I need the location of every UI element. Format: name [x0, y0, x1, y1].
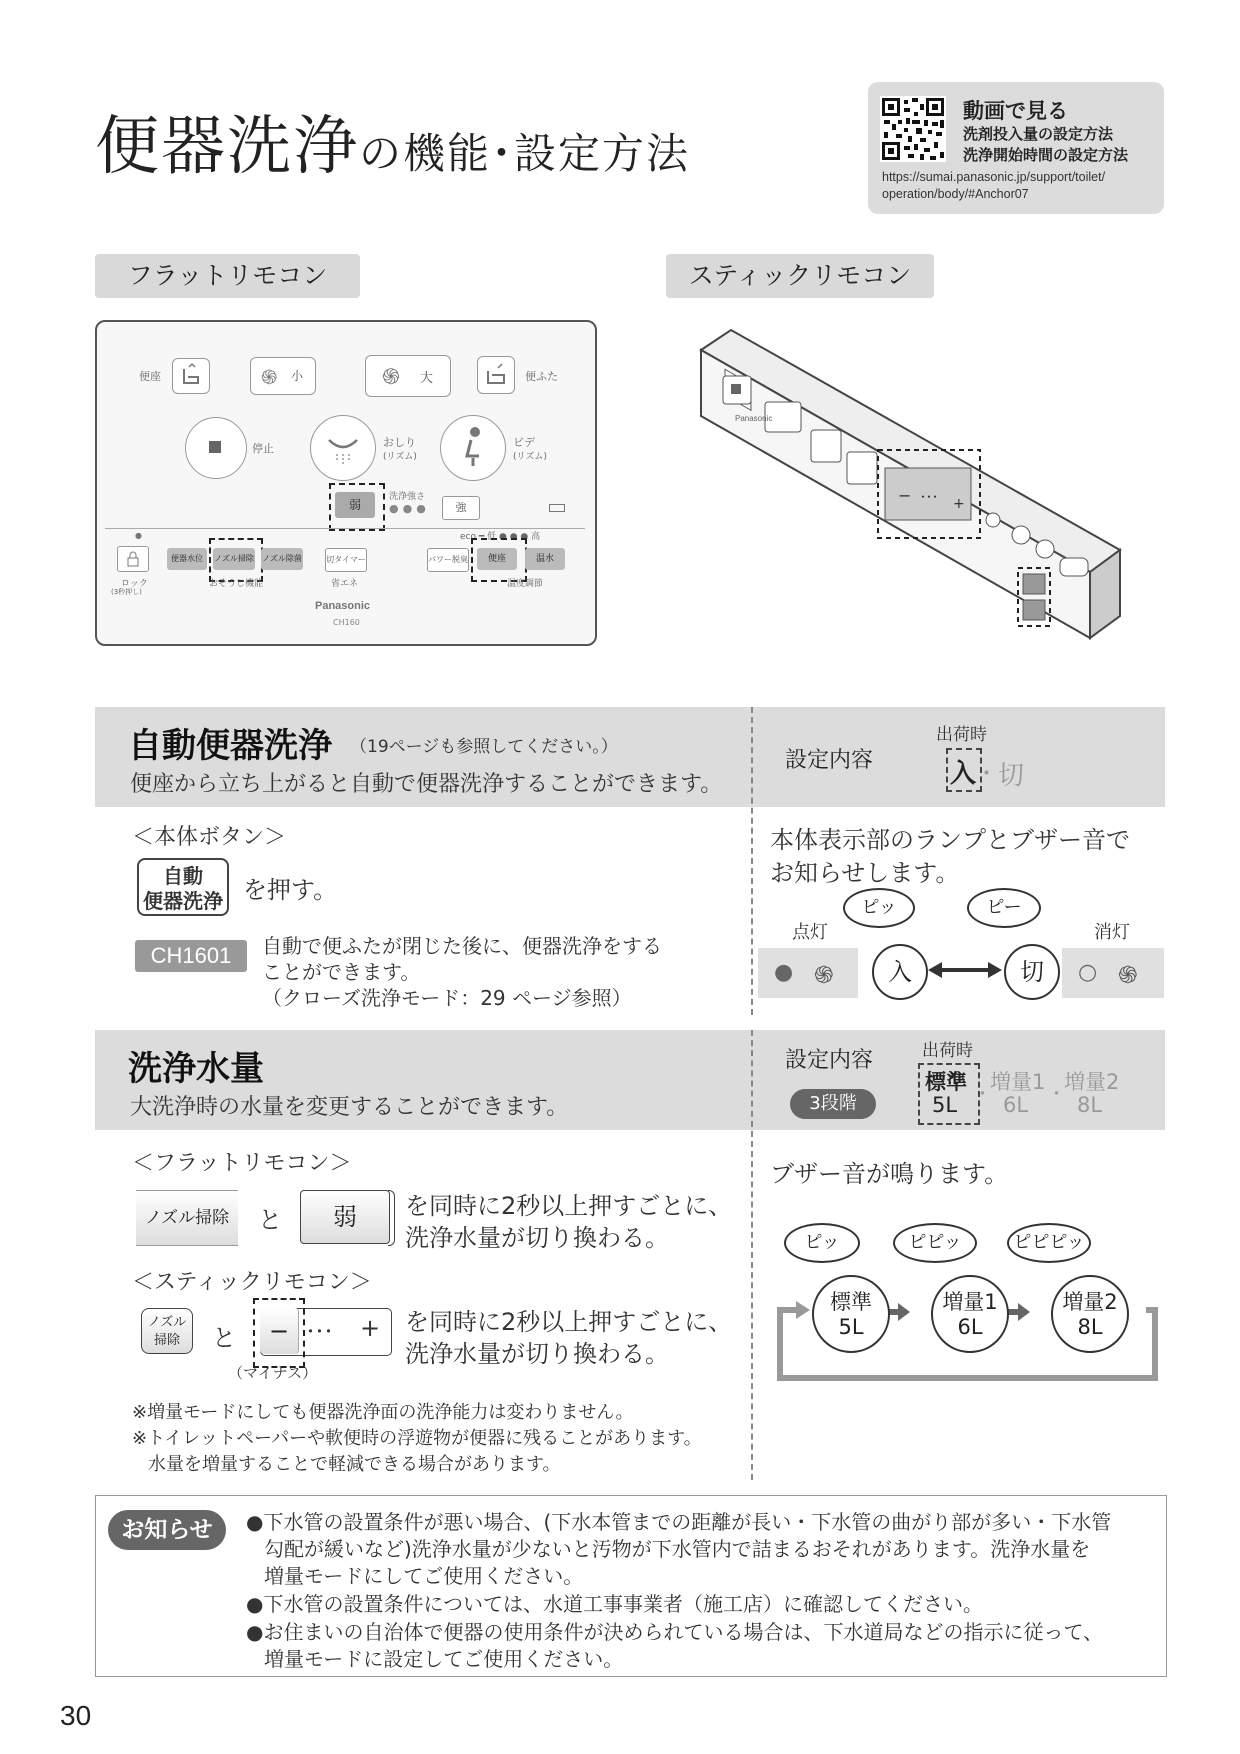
and-text-stick: と — [212, 1324, 236, 1352]
level-plus1-circle — [931, 1275, 1009, 1353]
title-main-text: 便器洗浄 — [95, 110, 359, 184]
lamp-off-box — [1062, 948, 1164, 998]
svg-text:Panasonic: Panasonic — [735, 414, 773, 423]
section2-desc: 大洗浄時の水量を変更することができます。 — [130, 1095, 569, 1120]
filled-circle-icon: ● — [774, 960, 794, 985]
bidet-label: ビデ — [513, 436, 535, 449]
notice-bullet1-line3: 増量モードにしてご使用ください。 — [264, 1564, 584, 1588]
notice-badge: お知らせ — [108, 1510, 226, 1550]
notice-bullet2: ●下水管の設置条件については、水道工事事業者（施工店）に確認してください。 — [246, 1592, 984, 1616]
swirl-icon: ֍ — [261, 365, 278, 389]
power-deodorize-button: パワー脱臭 — [427, 548, 469, 572]
model-note-line1: 自動で便ふたが閉じた後に、便器洗浄をする — [262, 934, 662, 958]
warm-water-button: 温水 — [525, 548, 565, 570]
eco-scale: eco ━ 低 ● ● ● 高 — [460, 532, 541, 542]
level-standard-name: 標準 — [830, 1290, 872, 1314]
press-instruction: を押す。 — [243, 876, 338, 904]
section2-title: 洗浄水量 — [128, 1049, 264, 1089]
temp-adjust-label: 温度調節 — [507, 579, 544, 589]
section2-divider — [751, 1030, 753, 1480]
swirl-icon: ֍ — [814, 961, 834, 989]
opt1-name: 標準 — [925, 1070, 967, 1094]
flat-remote-label: ＜フラットリモコン＞ — [132, 1151, 352, 1176]
level-plus2-name: 増量2 — [1062, 1290, 1118, 1314]
water-level-button: 便器水位 — [167, 548, 207, 570]
nozzle-disinfect-button: ノズル除菌 — [261, 548, 303, 570]
flat-remote-illustration — [95, 320, 597, 646]
section1-title: 自動便器洗浄 — [128, 726, 332, 766]
model-note-line3: （クローズ洗浄モード：29 ページ参照） — [262, 986, 632, 1010]
empty-circle-icon: ○ — [1078, 960, 1098, 985]
state-off-circle: 切 — [1004, 944, 1060, 1000]
video-url-line1[interactable]: https://sumai.panasonic.jp/support/toilet/ — [882, 170, 1106, 184]
bidet-icon — [441, 416, 505, 480]
instruction-stick-line1: を同時に2秒以上押すごとに、 — [405, 1308, 733, 1336]
nozzle-clean-button: ノズル掃除 — [213, 548, 255, 570]
lid-button — [477, 356, 515, 394]
weak-button-flat[interactable]: 弱 — [300, 1190, 390, 1244]
strength-label: 洗浄強さ — [389, 492, 426, 502]
double-arrow-icon — [928, 960, 1002, 980]
video-url-line2[interactable]: operation/body/#Anchor07 — [882, 187, 1029, 201]
page-number: 30 — [60, 1700, 92, 1731]
section1-factory-label: 出荷時 — [936, 725, 987, 745]
body-button-label: ＜本体ボタン＞ — [132, 825, 287, 850]
state-on-circle: 入 — [872, 944, 928, 1000]
opt3-volume: 8L — [1077, 1093, 1103, 1117]
level-dots: ･･･ — [306, 1322, 333, 1343]
auto-flush-line1: 自動 — [163, 864, 203, 888]
oshiri-button — [310, 415, 376, 481]
level-plus2-circle — [1051, 1275, 1129, 1353]
strong-button: 強 — [442, 496, 480, 520]
auto-flush-button[interactable] — [137, 858, 229, 916]
lid-icon — [478, 357, 514, 393]
qr-code-icon[interactable] — [880, 96, 946, 162]
level-standard-circle — [812, 1275, 890, 1353]
instruction-flat-line2: 洗浄水量が切り換わる。 — [405, 1224, 669, 1252]
beep-off-bubble: ピー — [967, 888, 1041, 928]
cleaning-func-label: おそうじ機能 — [209, 579, 264, 589]
section1-divider — [751, 707, 753, 1015]
instruction-flat-line1: を同時に2秒以上押すごとに、 — [405, 1192, 733, 1220]
stop-button — [185, 417, 247, 479]
beep-on-bubble: ピッ — [843, 888, 915, 928]
opt2-name: 増量1 — [990, 1070, 1046, 1094]
bracket-flat — [388, 1190, 395, 1246]
level-plus2-volume: 8L — [1077, 1315, 1103, 1339]
lock-dot: ● — [135, 531, 142, 540]
section1-option-off: 切 — [998, 761, 1025, 791]
opt-sep-1: ･ — [978, 1084, 987, 1105]
lamp-desc-line1: 本体表示部のランプとブザー音で — [770, 826, 1130, 854]
weak-button: 弱 — [335, 492, 375, 518]
swirl-icon: ֍ — [1118, 961, 1138, 989]
and-text-flat: と — [258, 1206, 282, 1234]
flush-large-button — [365, 355, 451, 397]
section1-ref: （19ページも参照してください。） — [350, 737, 618, 757]
flat-remote-tag: フラットリモコン — [95, 254, 360, 298]
oshiri-sub-label: (リズム) — [383, 452, 417, 462]
beep3-bubble: ピピピッ — [1007, 1223, 1091, 1263]
note-line1: ※増量モードにしても便器洗浄面の洗浄能力は変わりません。 — [132, 1402, 634, 1423]
section2-factory-label: 出荷時 — [922, 1041, 973, 1061]
stick-remote-illustration — [695, 318, 1125, 644]
auto-flush-line2: 便器洗浄 — [143, 889, 223, 913]
nozzle-clean-stick-line2: 掃除 — [153, 1333, 180, 1348]
svg-text:−: − — [898, 486, 912, 505]
opt-sep-2: ･ — [1052, 1084, 1061, 1105]
stick-remote-tag: スティックリモコン — [666, 254, 934, 298]
nozzle-clean-stick-line1: ノズル — [147, 1315, 187, 1330]
seat-temp-button: 便座 — [477, 548, 517, 570]
notice-bullet3-line1: ●お住まいの自治体で便器の使用条件が決められている場合は、下水道局などの指示に従って、 — [246, 1620, 1104, 1644]
large-label: 大 — [420, 371, 434, 386]
model-badge: CH1601 — [135, 940, 247, 972]
svg-text:+: + — [953, 496, 965, 512]
minus-note: （マイナス） — [228, 1364, 318, 1382]
instruction-stick-line2: 洗浄水量が切り換わる。 — [405, 1340, 669, 1368]
section1-setting-label: 設定内容 — [785, 748, 874, 773]
model-note-line2: ことができます。 — [262, 960, 421, 984]
seat-button — [172, 358, 210, 394]
section1-option-on: 入 — [950, 759, 977, 789]
seat-label: 便座 — [139, 370, 161, 383]
lock-sub-label: (3秒押し) — [111, 588, 142, 596]
video-link-detergent[interactable]: 洗剤投入量の設定方法 — [963, 125, 1114, 143]
lamp-on-box — [758, 948, 858, 998]
eco-save-label: 省エネ — [331, 579, 359, 589]
nozzle-clean-button-flat[interactable]: ノズル掃除 — [136, 1190, 238, 1246]
small-label: 小 — [291, 369, 304, 383]
minus-button[interactable]: − — [260, 1308, 299, 1354]
section1-option-sep: ･ — [981, 762, 993, 787]
bidet-sub-label: (リズム) — [513, 452, 547, 462]
svg-text:･･･: ･･･ — [920, 490, 939, 504]
notice-bullet1-line1: ●下水管の設置条件が悪い場合、(下水本管までの距離が長い・下水管の曲がり部が多い・下水管 — [246, 1510, 1112, 1534]
seat-icon — [173, 359, 209, 393]
lit-label: 点灯 — [792, 922, 828, 943]
stick-remote-label: ＜スティックリモコン＞ — [132, 1270, 372, 1295]
video-label: 動画で見る — [963, 99, 1068, 123]
lock-label: ロック — [121, 579, 148, 589]
section2-setting-label: 設定内容 — [785, 1048, 874, 1073]
brand-logo: Panasonic — [315, 600, 371, 612]
stop-icon — [209, 441, 221, 453]
notice-bullet3-line2: 増量モードに設定してご使用ください。 — [264, 1647, 624, 1671]
level-plus1-name: 増量1 — [942, 1290, 998, 1314]
bidet-button — [440, 415, 506, 481]
strength-dots: ●●● — [389, 502, 430, 515]
note-line3: 水量を増量することで軽減できる場合があります。 — [148, 1454, 561, 1475]
plus-button[interactable]: + — [360, 1314, 381, 1342]
opt3-name: 増量2 — [1064, 1070, 1120, 1094]
beep1-bubble: ピッ — [784, 1223, 860, 1263]
unlit-label: 消灯 — [1094, 922, 1130, 943]
off-timer-button: 切タイマー — [325, 548, 367, 572]
lock-icon — [118, 547, 148, 571]
oshiri-icon — [311, 416, 375, 480]
level-standard-volume: 5L — [838, 1315, 864, 1339]
section1-desc: 便座から立ち上がると自動で便器洗浄することができます。 — [130, 772, 723, 797]
stop-label: 停止 — [252, 442, 274, 455]
lock-button — [117, 546, 149, 572]
title-sub-text: の機能･設定方法 — [359, 129, 691, 178]
page-title — [95, 95, 690, 187]
model-label: CH160 — [333, 618, 360, 627]
three-steps-badge: 3段階 — [790, 1089, 876, 1119]
battery-icon — [549, 504, 565, 512]
nozzle-clean-button-stick[interactable] — [141, 1308, 193, 1354]
swirl-icon: ֍ — [382, 365, 400, 390]
oshiri-label: おしり — [383, 436, 416, 449]
opt1-volume: 5L — [932, 1093, 958, 1117]
beep2-bubble: ピピッ — [893, 1223, 977, 1263]
opt2-volume: 6L — [1003, 1093, 1029, 1117]
note-line2: ※トイレットペーパーや軟便時の浮遊物が便器に残ることがあります。 — [132, 1428, 702, 1449]
level-plus1-volume: 6L — [957, 1315, 983, 1339]
video-link-start-time[interactable]: 洗浄開始時間の設定方法 — [963, 146, 1129, 164]
buzzer-text: ブザー音が鳴ります。 — [770, 1160, 1009, 1188]
notice-bullet1-line2: 勾配が緩いなど)洗浄水量が少ないと汚物が下水管内で詰まるおそれがあります。洗浄水量を — [264, 1537, 1091, 1561]
lamp-desc-line2: お知らせします。 — [770, 859, 960, 887]
lid-label: 便ふた — [525, 370, 558, 383]
flush-small-button — [250, 357, 316, 395]
